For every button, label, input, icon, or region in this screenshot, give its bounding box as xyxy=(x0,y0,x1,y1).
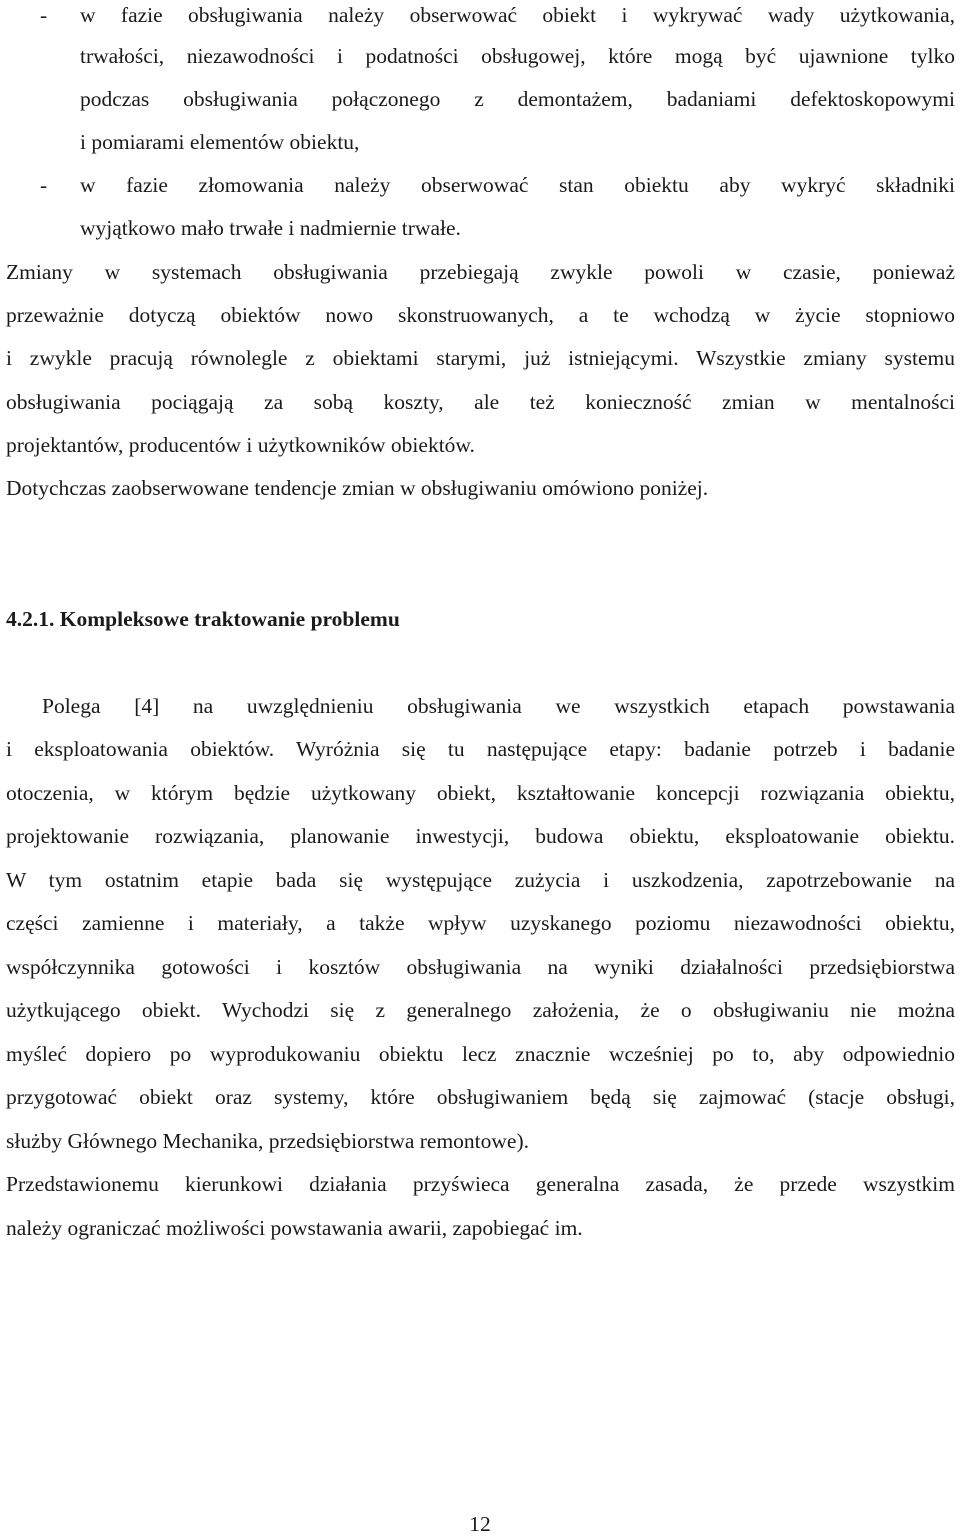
bullet-item-1-line-2 xyxy=(6,41,955,71)
paragraph-3-line: i eksploatowania obiektów. Wyróżnia się tu następujące etapy: badanie potrzeb i badanie xyxy=(6,737,955,761)
paragraph-3-line: otoczenia, w którym będzie użytkowany obiekt, kształtowanie koncepcji rozwiązania obiektu, xyxy=(6,781,955,805)
bullet-line: trwałości, niezawodności i podatności obsługowej, które mogą być ujawnione tylko xyxy=(80,44,955,68)
paragraph-4-line: należy ograniczać możliwości powstawania awarii, zapobiegać im. xyxy=(6,1216,583,1240)
bullet-dash: - xyxy=(40,173,48,197)
paragraph-3-line: myśleć dopiero po wyprodukowaniu obiektu lecz znacznie wcześniej po to, aby odpowiednio xyxy=(6,1042,955,1066)
section-number: 4.2.1. xyxy=(6,607,55,631)
section-title: Kompleksowe traktowanie problemu xyxy=(59,607,400,631)
paragraph-3-line: współczynnika gotowości i kosztów obsługiwania na wyniki działalności przedsiębiorstwa xyxy=(6,955,955,979)
paragraph-3-line: części zamienne i materiały, a także wpływ uzyskanego poziomu niezawodności obiektu, xyxy=(6,911,955,935)
section-heading xyxy=(6,604,400,634)
paragraph-3-line: przygotować obiekt oraz systemy, które obsługiwaniem będą się zajmować (stacje obsługi, xyxy=(6,1085,955,1109)
paragraph-2-line: Dotychczas zaobserwowane tendencje zmian w obsługiwaniu omówiono poniżej. xyxy=(6,476,709,500)
page-number: 12 xyxy=(469,1512,491,1536)
paragraph-3-line: użytkującego obiekt. Wychodzi się z generalnego założenia, że o obsługiwaniu nie można xyxy=(6,998,955,1022)
bullet-item-1 xyxy=(6,0,955,30)
paragraph-1-line: przeważnie dotyczą obiektów nowo skonstruowanych, a te wchodzą w życie stopniowo xyxy=(6,303,955,327)
paragraph-3-line: służby Głównego Mechanika, przedsiębiorstwa remontowe). xyxy=(6,1129,530,1153)
bullet-line: wyjątkowo mało trwałe i nadmiernie trwałe. xyxy=(80,216,461,240)
paragraph-3-first-line: Polega [4] na uwzględnieniu obsługiwania we wszystkich etapach powstawania xyxy=(42,694,955,718)
bullet-item-1-line-4 xyxy=(6,127,955,157)
paragraph-1-line: obsługiwania pociągają za sobą koszty, ale też konieczność zmian w mentalności xyxy=(6,390,955,414)
paragraph-1-line: i zwykle pracują równolegle z obiektami starymi, już istniejącymi. Wszystkie zmiany systemu xyxy=(6,346,955,370)
bullet-item-1-line-3 xyxy=(6,84,955,114)
paragraph-3-line xyxy=(6,691,955,721)
bullet-line: podczas obsługiwania połączonego z demontażem, badaniami defektoskopowymi xyxy=(80,87,955,111)
bullet-item-2-line-2 xyxy=(6,213,955,243)
paragraph-4-line: Przedstawionemu kierunkowi działania przyświeca generalna zasada, że przede wszystkim xyxy=(6,1172,955,1196)
bullet-line: w fazie złomowania należy obserwować stan obiektu aby wykryć składniki xyxy=(80,173,955,197)
bullet-line: w fazie obsługiwania należy obserwować obiekt i wykrywać wady użytkowania, xyxy=(80,3,955,27)
bullet-item-2 xyxy=(6,170,955,200)
paragraph-1-line: projektantów, producentów i użytkowników obiektów. xyxy=(6,433,475,457)
paragraph-3-line: W tym ostatnim etapie bada się występujące zużycia i uszkodzenia, zapotrzebowanie na xyxy=(6,868,955,892)
bullet-dash: - xyxy=(40,3,48,27)
bullet-line: i pomiarami elementów obiektu, xyxy=(80,130,360,154)
paragraph-3-line: projektowanie rozwiązania, planowanie inwestycji, budowa obiektu, eksploatowanie obiektu. xyxy=(6,824,955,848)
paragraph-1-line: Zmiany w systemach obsługiwania przebiegają zwykle powoli w czasie, ponieważ xyxy=(6,260,955,284)
